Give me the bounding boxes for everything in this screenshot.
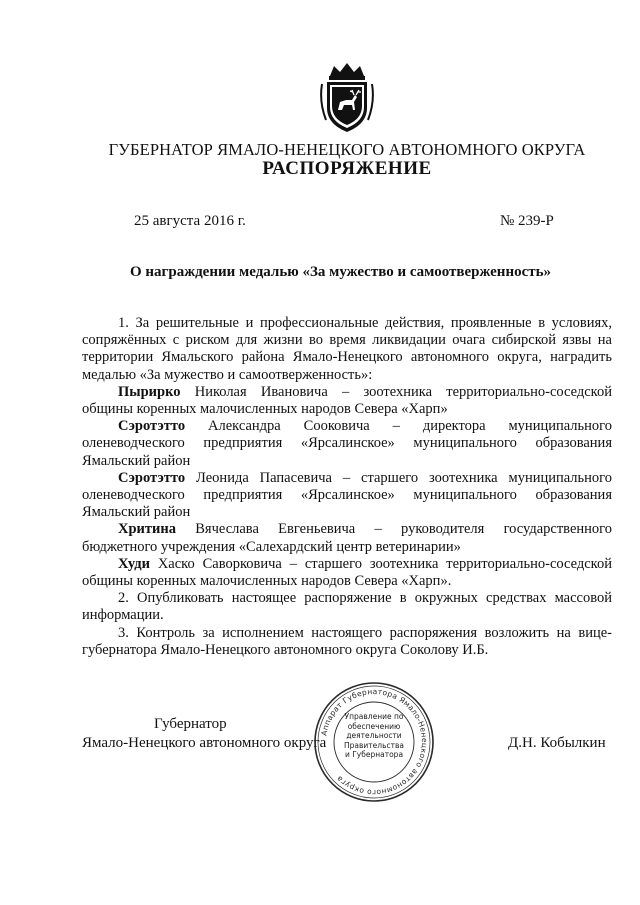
signatory-title-line-2: Ямало-Ненецкого автономного округа: [82, 735, 327, 751]
awardee-details: Николая Ивановича – зоотехника территориально-соседской общины коренных малочисленных народов Севера «Харп»: [82, 383, 612, 418]
document-date: 25 августа 2016 г.: [134, 213, 246, 229]
awardee-details: Хаско Саворковича – старшего зоотехника территориально-соседской общины коренных малочисленных народов Севера «Харп».: [82, 555, 612, 590]
svg-text:Аппарат Губернатора Ямало-Нене: Аппарат Губернатора Ямало-Ненецкого автономного округа: [319, 686, 430, 798]
awardee-entry: [82, 384, 612, 418]
paragraph-1: 1. За решительные и профессиональные действия, проявленные в условиях, сопряжённых с риском для жизни во время ликвидации очага сибирской язвы на территории Ямальского района Ямало-Ненецкого автономного округа, наградить медалью «За мужество и самоотверженность»:: [82, 315, 612, 383]
awardee-surname: Сэротэтто: [118, 469, 186, 486]
signatory-name: Д.Н. Кобылкин: [508, 735, 606, 751]
paragraph-3: 3. Контроль за исполнением настоящего распоряжения возложить на вице-губернатора Ямало-Ненецкого автономного округа Соколову И.Б.: [82, 624, 612, 658]
awardee-details: Леонида Папасевича – старшего зоотехника муниципального оленеводческого предприятия «Ярсалинское» муниципального образования Ямальский район: [82, 469, 612, 521]
document-subject: О награждении медалью «За мужество и самоотверженность»: [130, 264, 552, 280]
awardee-entry: [82, 521, 612, 555]
paragraph-2: 2. Опубликовать настоящее распоряжение в окружных средствах массовой информации.: [82, 590, 612, 624]
awardee-details: Вячеслава Евгеньевича – руководителя государственного бюджетного учреждения «Салехардский центр ветеринарии»: [82, 521, 612, 555]
issuing-authority: ГУБЕРНАТОР ЯМАЛО-НЕНЕЦКОГО АВТОНОМНОГО ОКРУГА: [108, 140, 586, 159]
awardee-surname: Худи: [118, 555, 150, 572]
document-body: [82, 315, 612, 659]
awardee-entry: [82, 418, 612, 470]
awardee-details: Александра Сооковича – директора муниципального оленеводческого предприятия «Ярсалинское» муниципального образования Ямальский район: [82, 418, 612, 469]
awardee-surname: Пырирко: [118, 383, 181, 400]
document-number: № 239-Р: [500, 213, 554, 229]
awardee-surname: Сэротэтто: [118, 418, 186, 435]
coat-of-arms-icon: [318, 62, 376, 134]
document-type-title: РАСПОРЯЖЕНИЕ: [262, 158, 432, 179]
signatory-title: [82, 715, 342, 753]
awardee-surname: Хритина: [118, 521, 176, 538]
seal-center-text: Управление по обеспечению деятельности Правительства и Губернатора: [344, 712, 404, 759]
awardee-entry: [82, 556, 612, 590]
awardee-entry: [82, 470, 612, 522]
signatory-title-line-1: Губернатор: [154, 716, 227, 732]
